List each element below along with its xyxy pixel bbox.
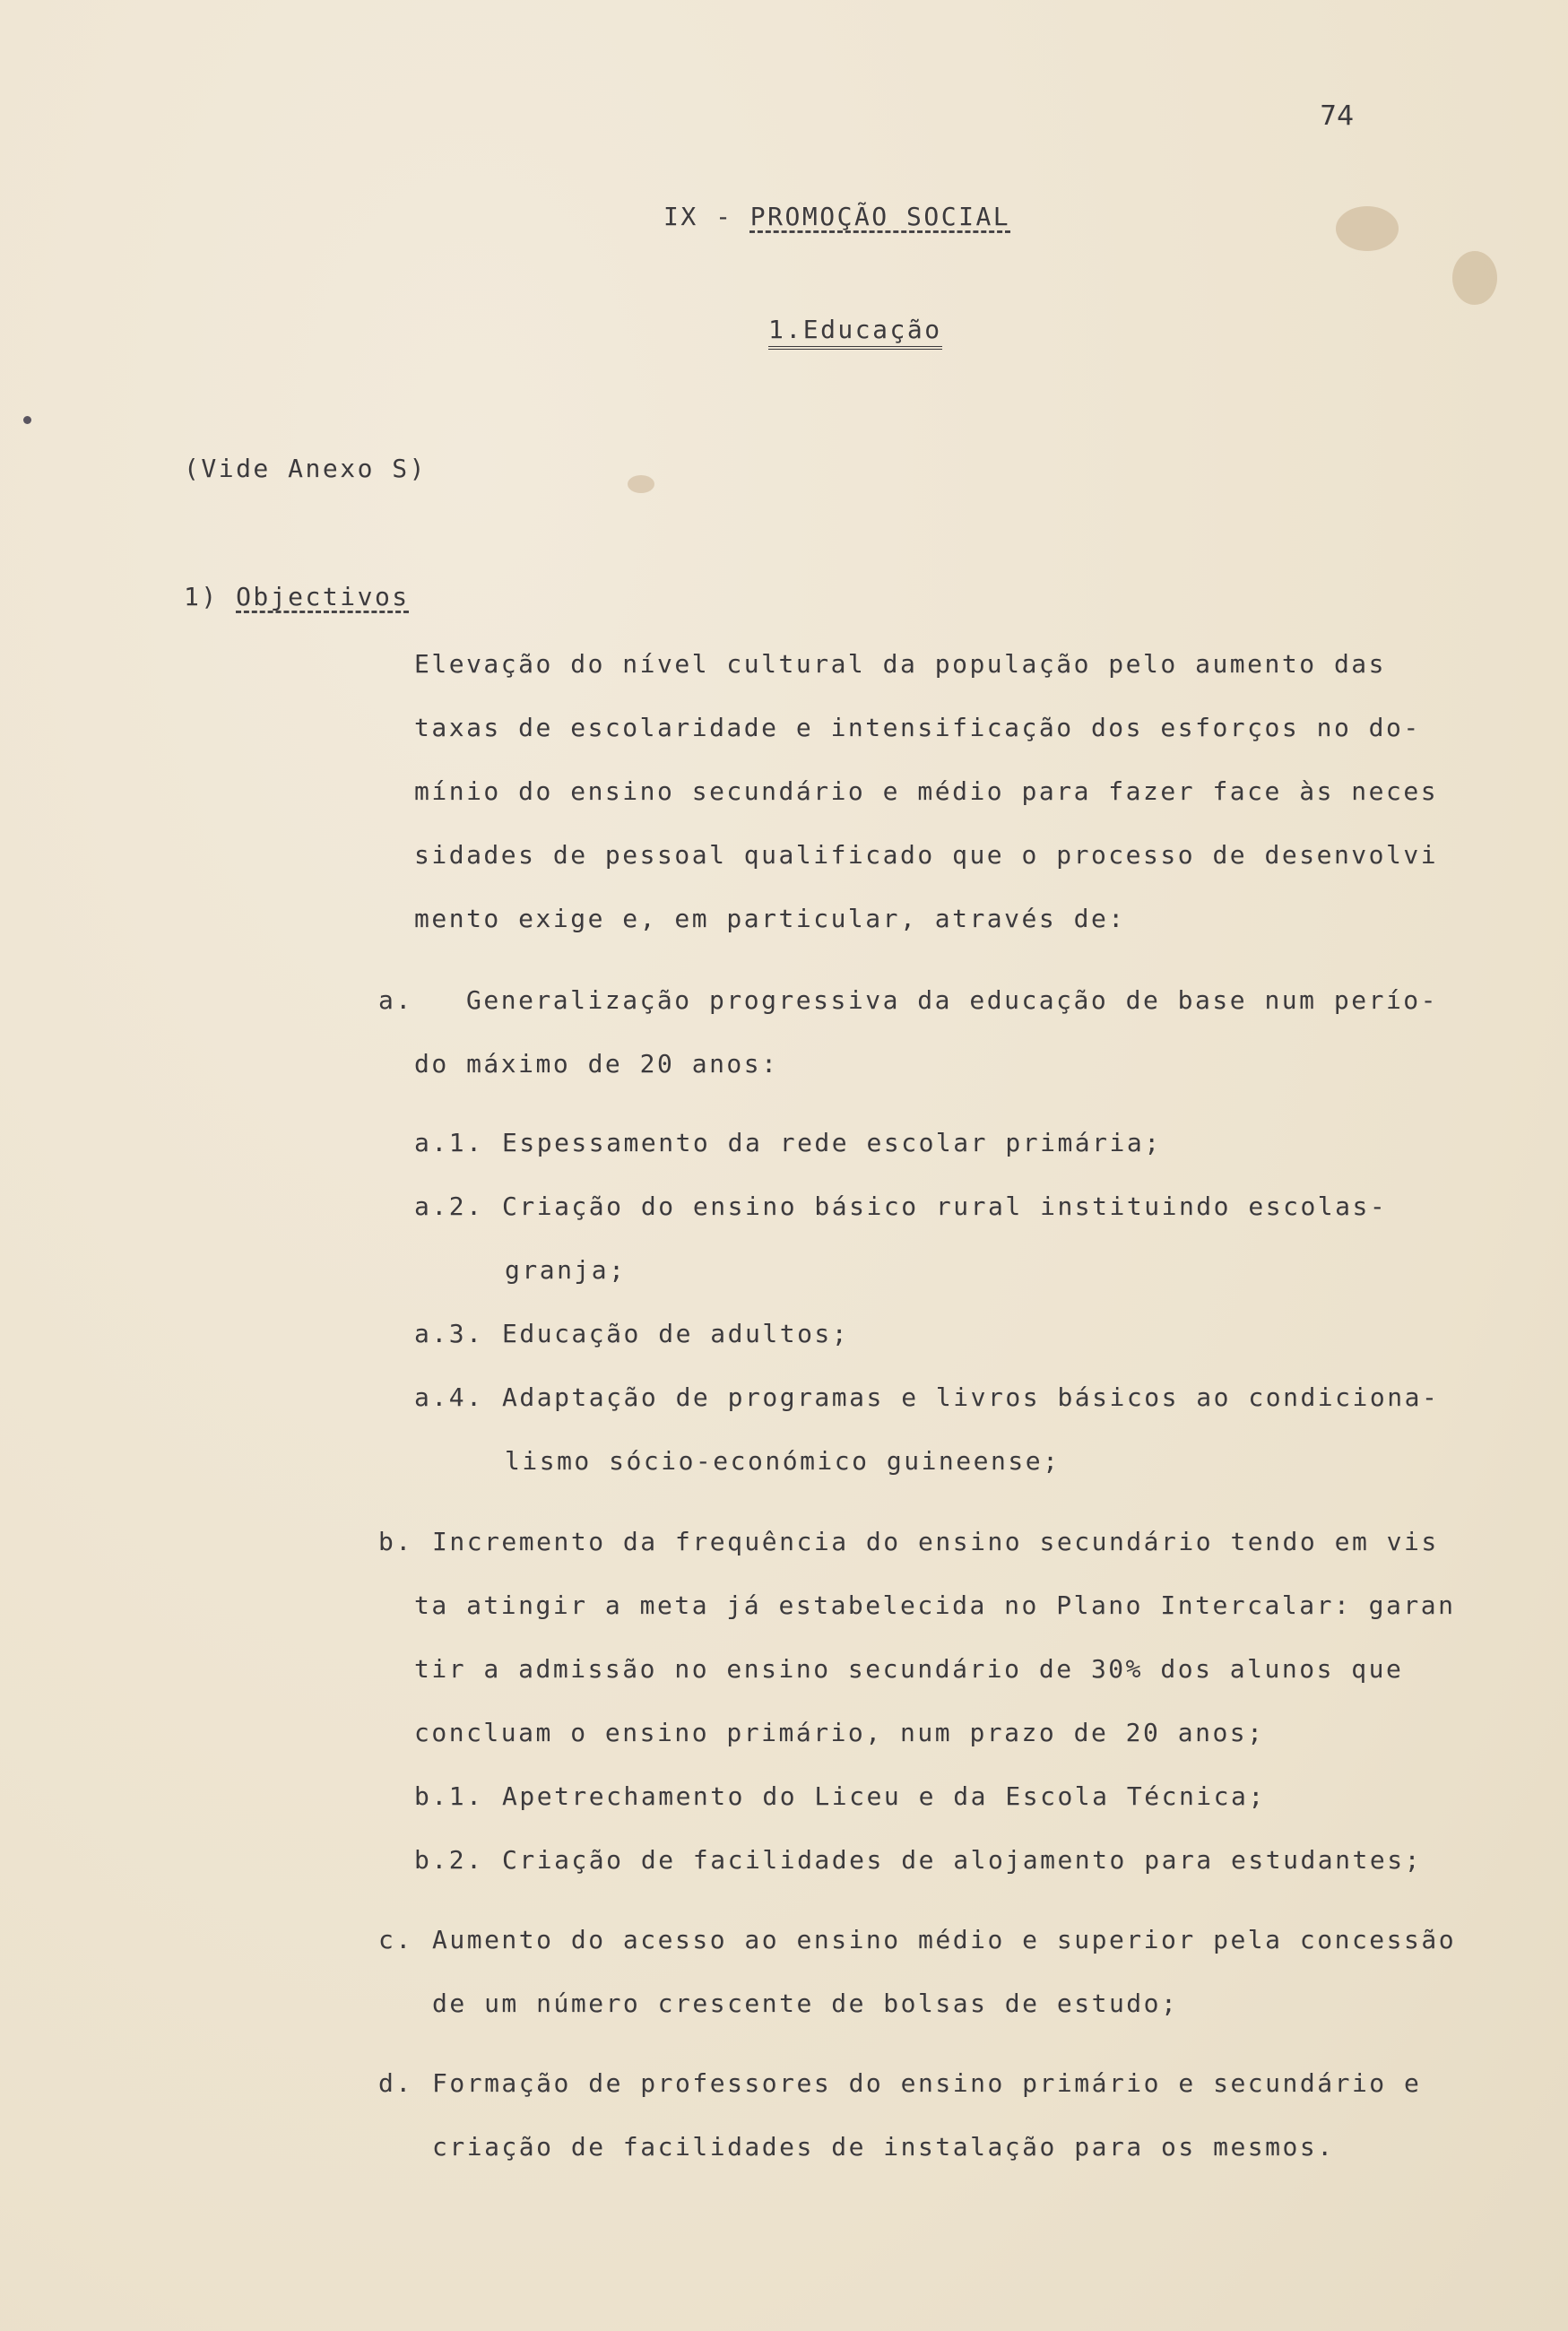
list-marker: a. [378, 985, 413, 1015]
list-item-line: criação de facilidades de instalação para os mesmos. [432, 2132, 1335, 2162]
sublist-marker: a.3. [414, 1319, 484, 1348]
paragraph-line: mento exige e, em particular, através de: [414, 904, 1126, 933]
objectives-heading [184, 581, 410, 613]
sublist-marker: b.1. [414, 1781, 484, 1811]
punch-mark [23, 416, 31, 424]
list-item-line: ta atingir a meta já estabelecida no Plano Intercalar: garan [414, 1590, 1456, 1620]
objectives-prefix: 1) [184, 582, 237, 611]
paper-stain [1336, 206, 1399, 251]
list-item-line: do máximo de 20 anos: [414, 1049, 779, 1079]
objectives-title: Objectivos [236, 582, 410, 611]
list-item-line: Generalização progressiva da educação de base num perío- [466, 985, 1439, 1015]
list-marker: b. [378, 1527, 413, 1556]
section-prefix: IX - [663, 202, 750, 231]
paper-stain [1452, 251, 1497, 305]
sublist-item-line: granja; [505, 1255, 627, 1285]
sublist-marker: b.2. [414, 1845, 484, 1875]
subsection-title-text: 1.Educação [768, 315, 942, 350]
list-item-line: concluam o ensino primário, num prazo de 20 anos; [414, 1718, 1265, 1747]
sublist-item-line: Espessamento da rede escolar primária; [502, 1128, 1162, 1157]
list-marker: d. [378, 2068, 413, 2098]
list-item-line: tir a admissão no ensino secundário de 30% dos alunos que [414, 1654, 1404, 1684]
annex-reference: (Vide Anexo S) [184, 454, 428, 483]
paragraph-line: Elevação do nível cultural da população pelo aumento das [414, 649, 1387, 679]
sublist-marker: a.4. [414, 1382, 484, 1412]
section-title [663, 201, 1010, 233]
list-item-line: Formação de professores do ensino primário e secundário e [432, 2068, 1422, 2098]
subsection-title [768, 314, 942, 346]
page-number: 74 [1320, 100, 1355, 132]
list-item-line: Aumento do acesso ao ensino médio e superior pela concessão [432, 1925, 1457, 1954]
sublist-item-line: Apetrechamento do Liceu e da Escola Técnica; [502, 1781, 1266, 1811]
list-marker: c. [378, 1925, 413, 1954]
paragraph-line: sidades de pessoal qualificado que o processo de desenvolvi [414, 840, 1439, 870]
sublist-item-line: Educação de adultos; [502, 1319, 850, 1348]
paragraph-line: mínio do ensino secundário e médio para fazer face às neces [414, 776, 1439, 806]
paragraph-line: taxas de escolaridade e intensificação dos esforços no do- [414, 713, 1421, 742]
sublist-marker: a.1. [414, 1128, 484, 1157]
sublist-item-line: lismo sócio-económico guineense; [505, 1446, 1061, 1476]
sublist-item-line: Criação de facilidades de alojamento para estudantes; [502, 1845, 1422, 1875]
list-item-line: de um número crescente de bolsas de estudo; [432, 1989, 1179, 2018]
list-item-line: Incremento da frequência do ensino secundário tendo em vis [432, 1527, 1439, 1556]
sublist-item-line: Criação do ensino básico rural instituindo escolas- [502, 1191, 1388, 1221]
sublist-item-line: Adaptação de programas e livros básicos ao condiciona- [502, 1382, 1440, 1412]
sublist-marker: a.2. [414, 1191, 484, 1221]
section-title-text: PROMOÇÃO SOCIAL [749, 202, 1011, 231]
paper-stain [628, 475, 654, 493]
